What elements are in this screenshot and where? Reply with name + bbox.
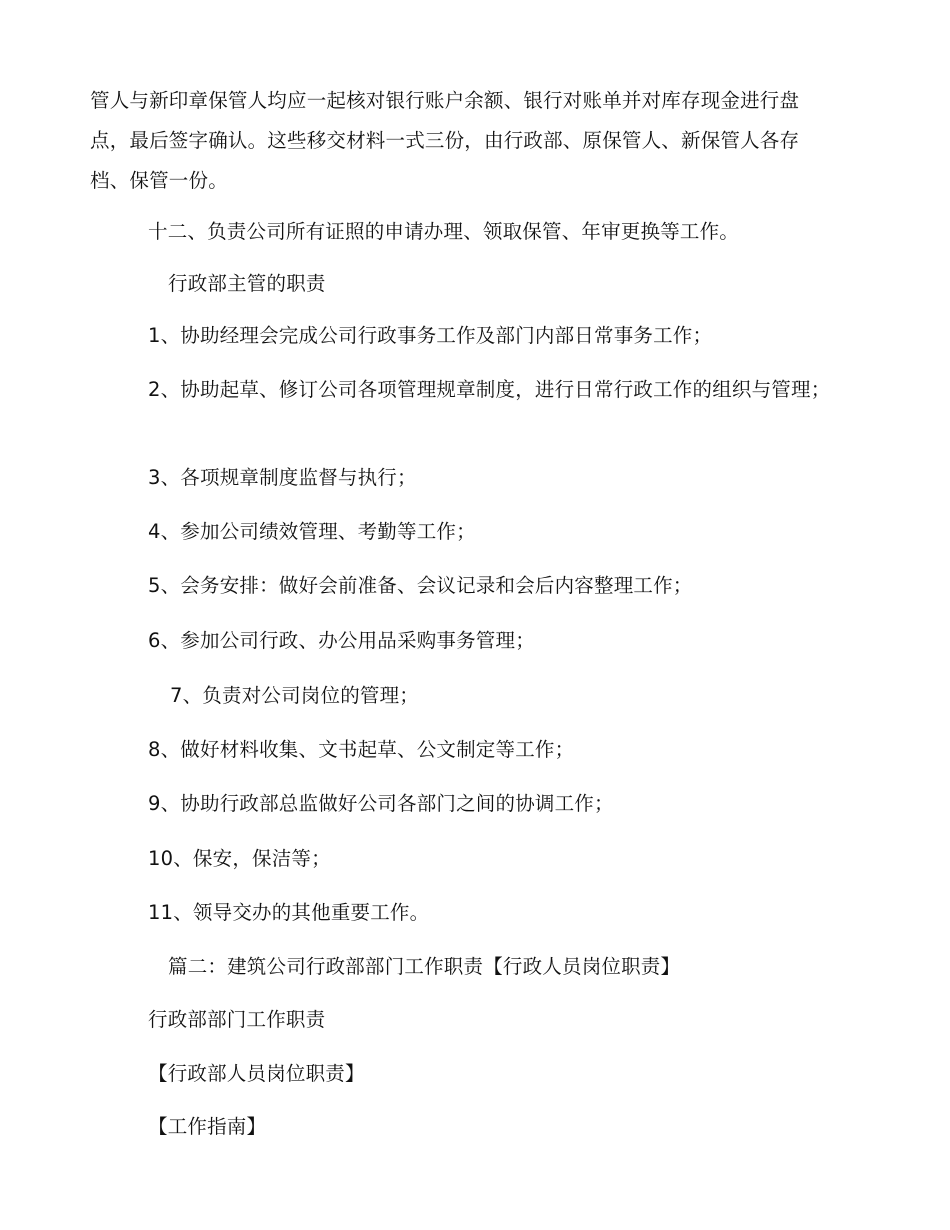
paragraph-line: 管人与新印章保管人均应一起核对银行账户余额、银行对账单并对库存现金进行盘: [90, 89, 800, 112]
duty-item-6: 6、参加公司行政、办公用品采购事务管理；: [148, 629, 535, 652]
duty-item-5: 5、会务安排：做好会前准备、会议记录和会后内容整理工作；: [148, 574, 693, 597]
chapter-2-title: 篇二：建筑公司行政部部门工作职责【行政人员岗位职责】: [168, 955, 681, 978]
paragraph-line: 点，最后签字确认。这些移交材料一式三份，由行政部、原保管人、新保管人各存: [90, 129, 800, 152]
duty-item-7: 7、负责对公司岗位的管理；: [170, 684, 420, 707]
item-12: 十二、负责公司所有证照的申请办理、领取保管、年审更换等工作。: [148, 220, 740, 243]
work-guide-heading: 【工作指南】: [148, 1115, 267, 1138]
dept-duties-title: 行政部部门工作职责: [148, 1008, 326, 1031]
duty-item-9: 9、协助行政部总监做好公司各部门之间的协调工作；: [148, 792, 614, 815]
section-title-supervisor: 行政部主管的职责: [168, 272, 326, 295]
duty-item-10: 10、保安，保洁等；: [148, 847, 331, 870]
duty-item-1: 1、协助经理会完成公司行政事务工作及部门内部日常事务工作；: [148, 324, 713, 347]
duty-item-8: 8、做好材料收集、文书起草、公文制定等工作；: [148, 738, 575, 761]
duty-item-3: 3、各项规章制度监督与执行；: [148, 466, 417, 489]
duty-item-2: 2、协助起草、修订公司各项管理规章制度，进行日常行政工作的组织与管理；: [148, 378, 831, 401]
duty-item-11: 11、领导交办的其他重要工作。: [148, 901, 430, 924]
paragraph-line: 档、保管一份。: [90, 169, 228, 192]
duty-item-4: 4、参加公司绩效管理、考勤等工作；: [148, 520, 476, 543]
staff-duties-heading: 【行政部人员岗位职责】: [148, 1062, 365, 1085]
